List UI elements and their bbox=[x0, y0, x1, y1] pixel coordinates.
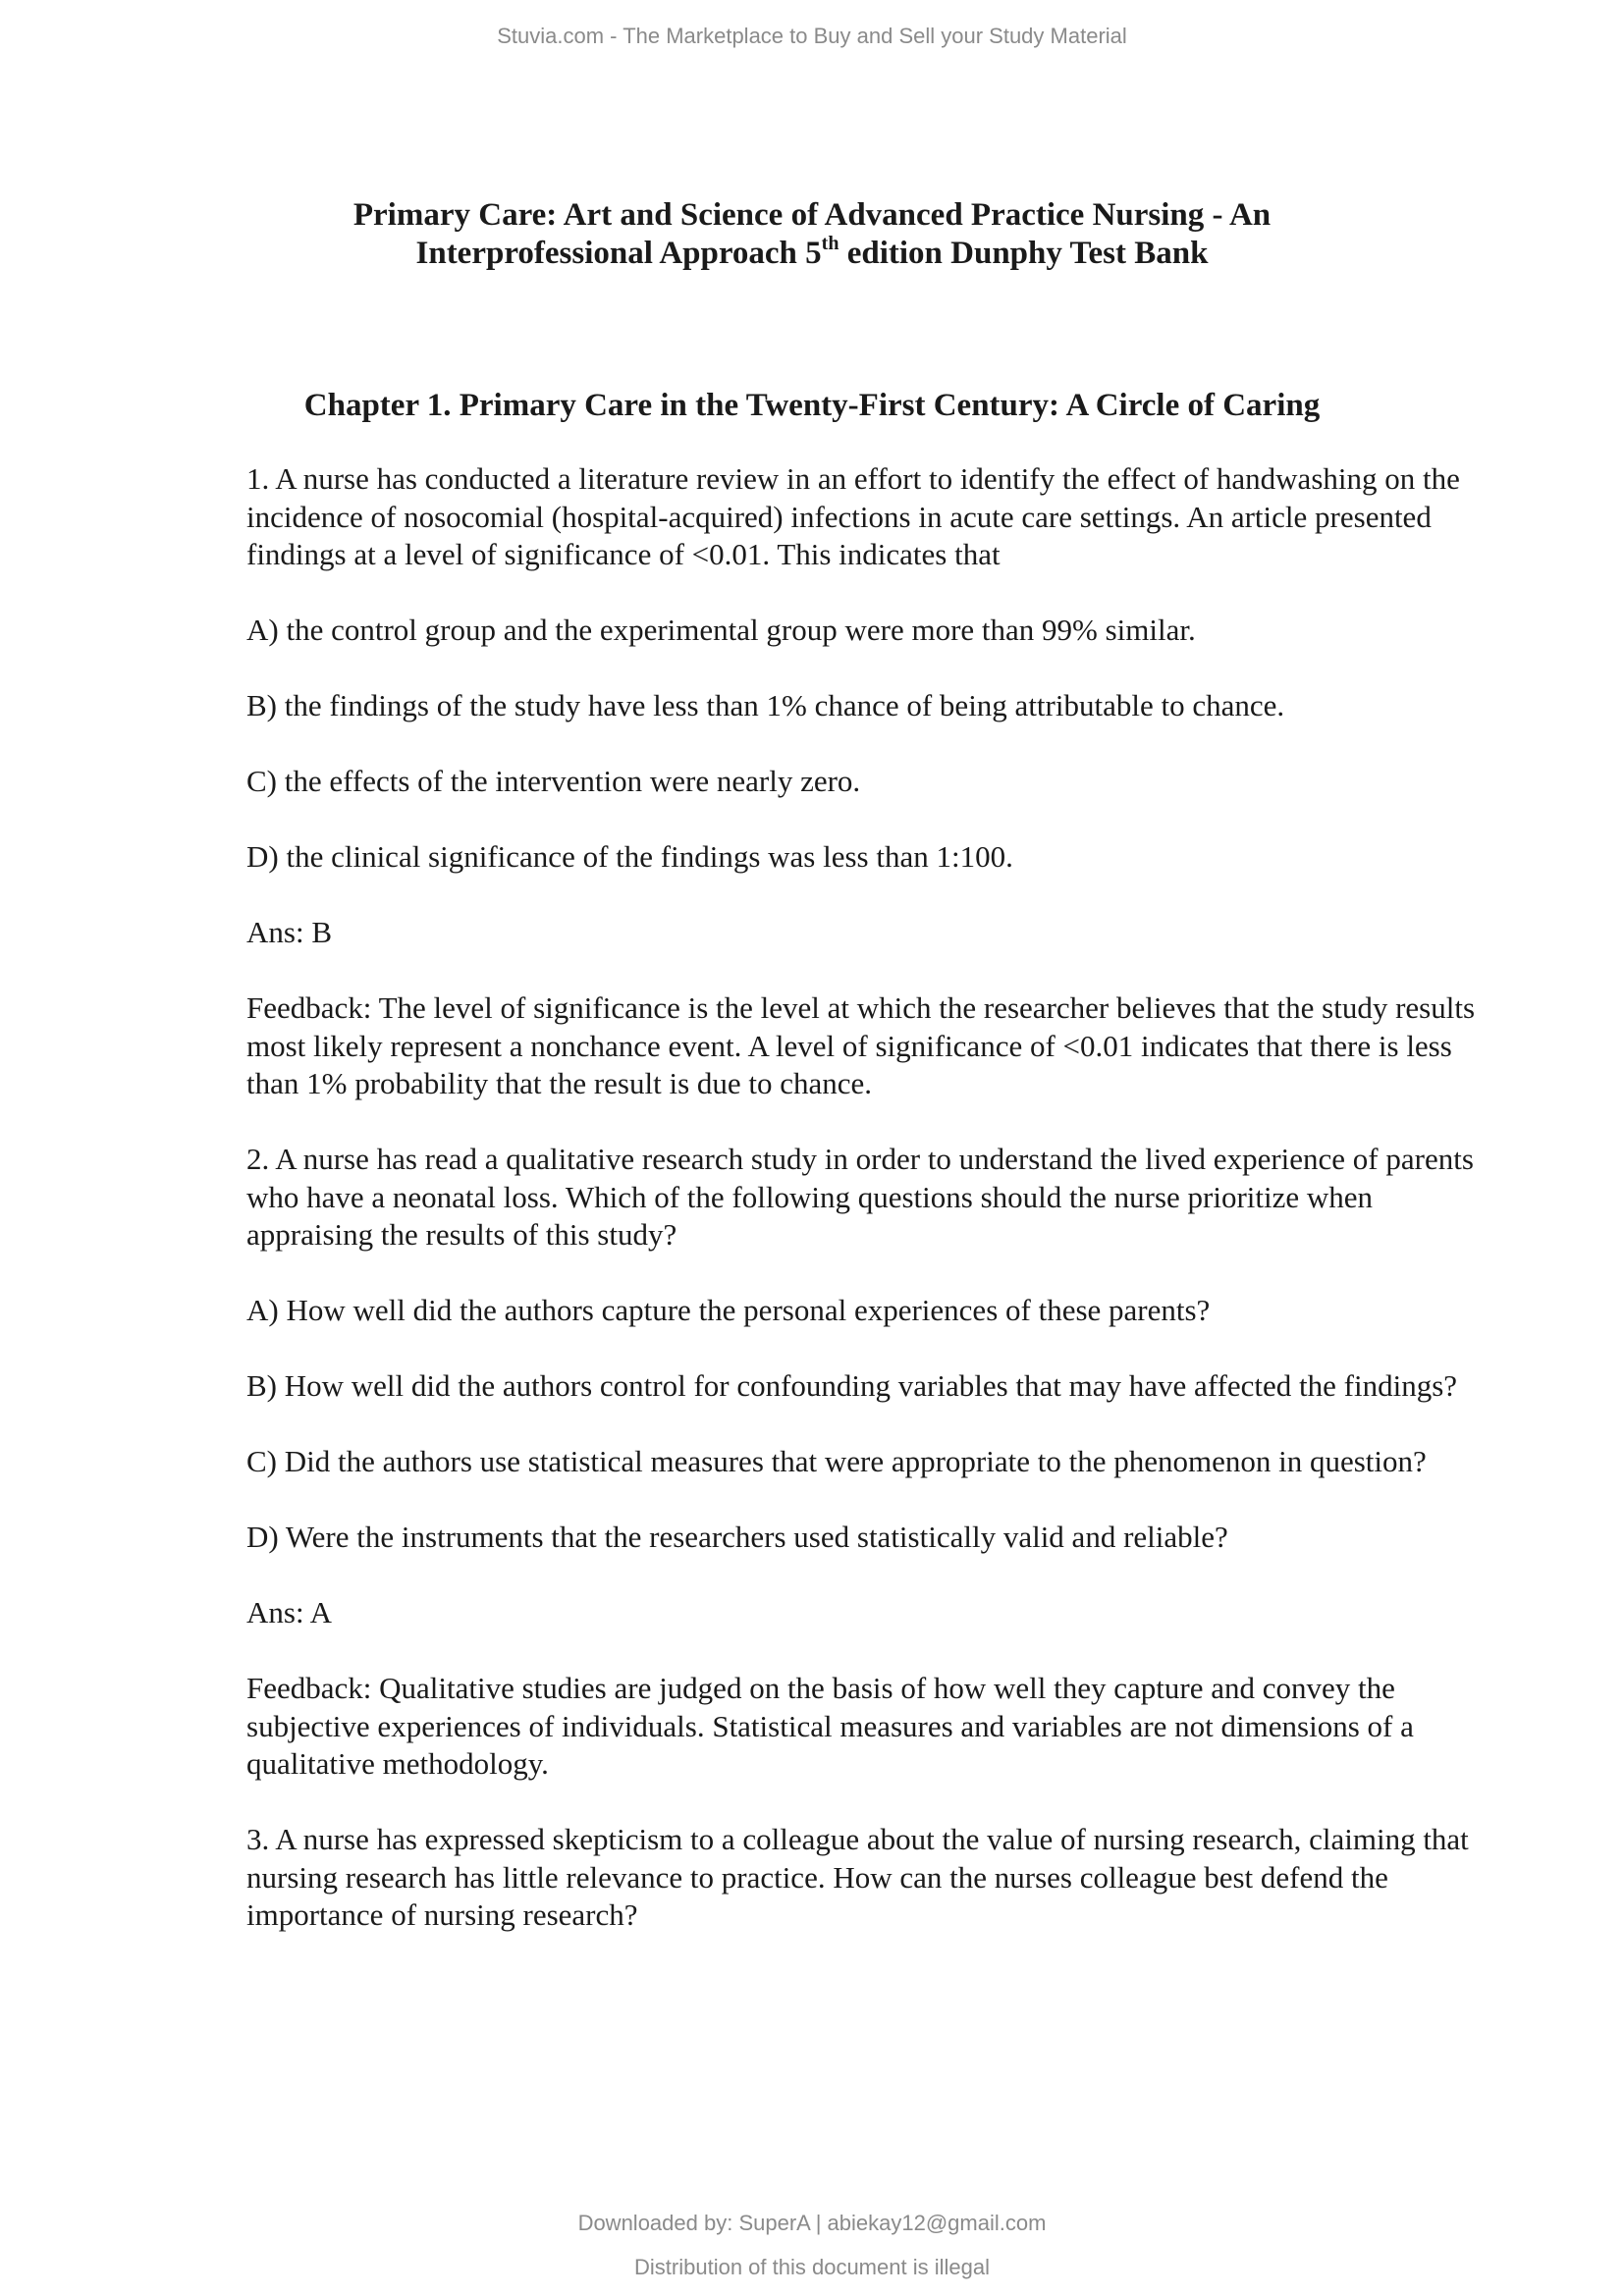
question-1-answer: Ans: B bbox=[246, 915, 332, 949]
edition-superscript: th bbox=[821, 233, 839, 254]
question-2-option-c: C) Did the authors use statistical measures that were appropriate to the phenomenon in question? bbox=[246, 1444, 1427, 1478]
question-2-option-d: D) Were the instruments that the researchers used statistically valid and reliable? bbox=[246, 1520, 1228, 1554]
title-text: Interprofessional Approach 5 bbox=[415, 236, 822, 271]
question-2-answer: Ans: A bbox=[246, 1595, 332, 1629]
question-1-stem: 1. A nurse has conducted a literature review in an effort to identify the effect of handwashing on the incidence of nosocomial (hospital-acquired) infections in acute care settings. An article presented findings at a level of significance of <0.01. This indicates that bbox=[246, 461, 1460, 571]
question-2-option-b: B) How well did the authors control for confounding variables that may have affected the findings? bbox=[246, 1368, 1458, 1403]
chapter-title: Chapter 1. Primary Care in the Twenty-First Century: A Circle of Caring bbox=[303, 388, 1321, 423]
question-1-option-a: A) the control group and the experimental group were more than 99% similar. bbox=[246, 613, 1196, 647]
footer-downloaded-by: Downloaded by: SuperA | abiekay12@gmail.com bbox=[577, 2211, 1047, 2235]
document-title-line-1: Primary Care: Art and Science of Advanced Practice Nursing - An bbox=[352, 197, 1272, 233]
question-1-feedback: Feedback: The level of significance is the level at which the researcher believes that the study results most likely represent a nonchance event. A level of significance of <0.01 indicates that there is less than 1% probability that the result is due to chance. bbox=[246, 990, 1476, 1100]
footer-distribution-notice: Distribution of this document is illegal bbox=[634, 2255, 990, 2279]
stuvia-header-banner: Stuvia.com - The Marketplace to Buy and Sell your Study Material bbox=[497, 24, 1127, 48]
question-1-option-c: C) the effects of the intervention were nearly zero. bbox=[246, 764, 861, 798]
question-2-stem: 2. A nurse has read a qualitative research study in order to understand the lived experience of parents who have a neonatal loss. Which of the following questions should the nurse prioritize when appraising the results of this study? bbox=[246, 1142, 1474, 1252]
question-2-feedback: Feedback: Qualitative studies are judged on the basis of how well they capture and convey the subjective experiences of individuals. Statistical measures and variables are not dimensions of a qualitative methodology. bbox=[246, 1671, 1414, 1781]
document-title-line-2 bbox=[0, 235, 1624, 273]
question-1-option-b: B) the findings of the study have less than 1% chance of being attributable to chance. bbox=[246, 688, 1285, 722]
question-2-option-a: A) How well did the authors capture the personal experiences of these parents? bbox=[246, 1293, 1211, 1327]
question-list bbox=[246, 460, 1601, 1972]
question-3-stem: 3. A nurse has expressed skepticism to a colleague about the value of nursing research, claiming that nursing research has little relevance to practice. How can the nurses colleague best defend the importance of nursing research? bbox=[246, 1822, 1469, 1932]
question-1-option-d: D) the clinical significance of the findings was less than 1:100. bbox=[246, 839, 1013, 874]
title-text-continued: edition Dunphy Test Bank bbox=[839, 236, 1209, 271]
document-title bbox=[0, 196, 1624, 273]
